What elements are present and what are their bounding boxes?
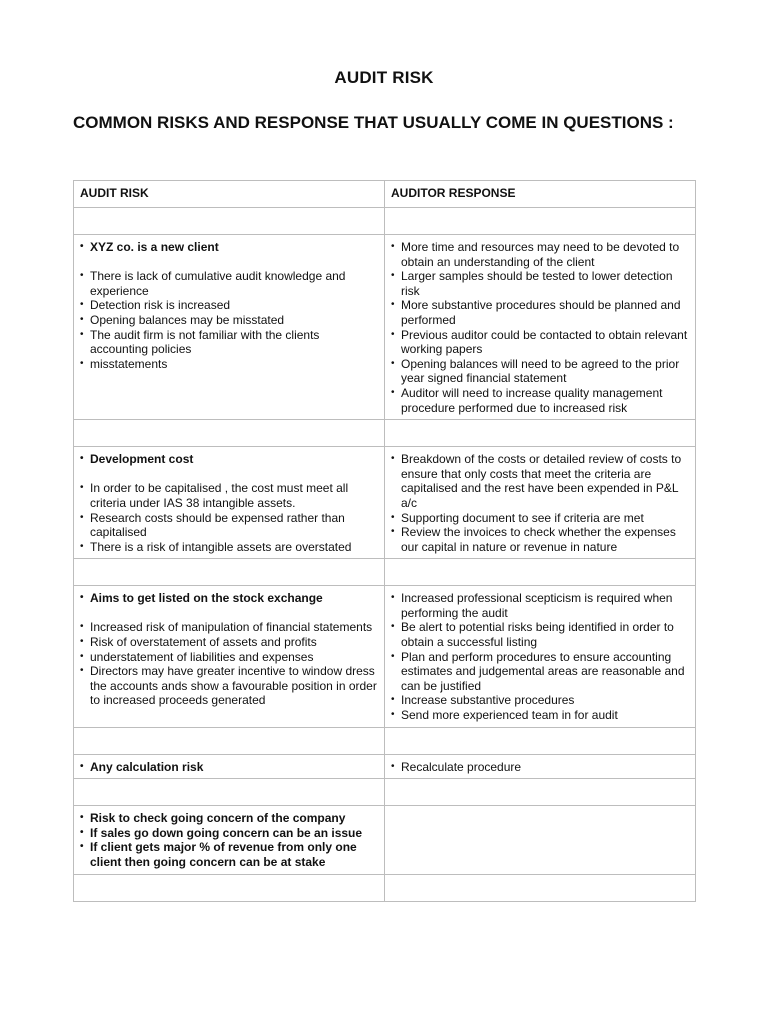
response-cell (385, 754, 696, 779)
spacer-row (74, 727, 696, 754)
list-item: • Research costs should be expensed rather than capitalised (80, 511, 378, 540)
list-item: • Auditor will need to increase quality management procedure performed due to increased risk (391, 386, 689, 415)
list-item: • misstatements (80, 357, 378, 372)
list-item: • The audit firm is not familiar with the clients accounting policies (80, 328, 378, 357)
list-item: • Increase substantive procedures (391, 693, 689, 708)
risk-cell (74, 235, 385, 420)
list-item: • Increased professional scepticism is required when performing the audit (391, 591, 689, 620)
risk-cell (74, 447, 385, 559)
spacer-row (74, 559, 696, 586)
audit-risk-table (73, 180, 696, 902)
risk-cell (74, 754, 385, 779)
list-item: • Directors may have greater incentive to window dress the accounts ands show a favourable position in order to increased proceeds generated (80, 664, 378, 708)
table-row (74, 235, 696, 420)
list-item: • Plan and perform procedures to ensure accounting estimates and judgemental areas are reasonable and can be justified (391, 650, 689, 694)
list-item: • There is lack of cumulative audit knowledge and experience (80, 269, 378, 298)
risk-heading: • XYZ co. is a new client (80, 240, 378, 255)
response-cell (385, 806, 696, 874)
risk-heading: • Development cost (80, 452, 378, 467)
list-item: • Increased risk of manipulation of financial statements (80, 620, 378, 635)
header-auditor-response: AUDITOR RESPONSE (385, 181, 696, 208)
table-row (74, 447, 696, 559)
risk-cell (74, 806, 385, 874)
list-item: • Opening balances may be misstated (80, 313, 378, 328)
list-item: • There is a risk of intangible assets are overstated (80, 540, 378, 555)
list-item: • Opening balances will need to be agreed to the prior year signed financial statement (391, 357, 689, 386)
table-header-row (74, 181, 696, 208)
table-row (74, 754, 696, 779)
list-item: • Recalculate procedure (391, 760, 689, 775)
table-row (74, 806, 696, 874)
list-item: • Detection risk is increased (80, 298, 378, 313)
spacer-row (74, 420, 696, 447)
list-item: • Review the invoices to check whether the expenses our capital in nature or revenue in nature (391, 525, 689, 554)
list-item: • Risk of overstatement of assets and profits (80, 635, 378, 650)
list-item: • Be alert to potential risks being identified in order to obtain a successful listing (391, 620, 689, 649)
table-row (74, 586, 696, 727)
list-item: • Risk to check going concern of the company (80, 811, 378, 826)
list-item: • understatement of liabilities and expenses (80, 650, 378, 665)
response-cell (385, 447, 696, 559)
page-subtitle: COMMON RISKS AND RESPONSE THAT USUALLY COME IN QUESTIONS : (73, 113, 674, 132)
list-item: • Supporting document to see if criteria are met (391, 511, 689, 526)
response-cell (385, 586, 696, 727)
list-item: • In order to be capitalised , the cost must meet all criteria under IAS 38 intangible assets. (80, 481, 378, 510)
list-item: • Breakdown of the costs or detailed review of costs to ensure that only costs that meet the criteria are capitalised and the rest have been expended in P&L a/c (391, 452, 689, 510)
list-item: • More time and resources may need to be devoted to obtain an understanding of the client (391, 240, 689, 269)
list-item: • If client gets major % of revenue from only one client then going concern can be at stake (80, 840, 378, 869)
spacer-row (74, 208, 696, 235)
risk-cell (74, 586, 385, 727)
spacer-row (74, 874, 696, 901)
list-item: • More substantive procedures should be planned and performed (391, 298, 689, 327)
list-item: • If sales go down going concern can be an issue (80, 826, 378, 841)
header-audit-risk: AUDIT RISK (74, 181, 385, 208)
risk-heading: • Aims to get listed on the stock exchange (80, 591, 378, 606)
response-cell (385, 235, 696, 420)
list-item: • Send more experienced team in for audit (391, 708, 689, 723)
spacer-row (74, 779, 696, 806)
risk-heading: • Any calculation risk (80, 760, 378, 775)
list-item: • Previous auditor could be contacted to obtain relevant working papers (391, 328, 689, 357)
page-title: AUDIT RISK (334, 68, 434, 87)
list-item: • Larger samples should be tested to lower detection risk (391, 269, 689, 298)
